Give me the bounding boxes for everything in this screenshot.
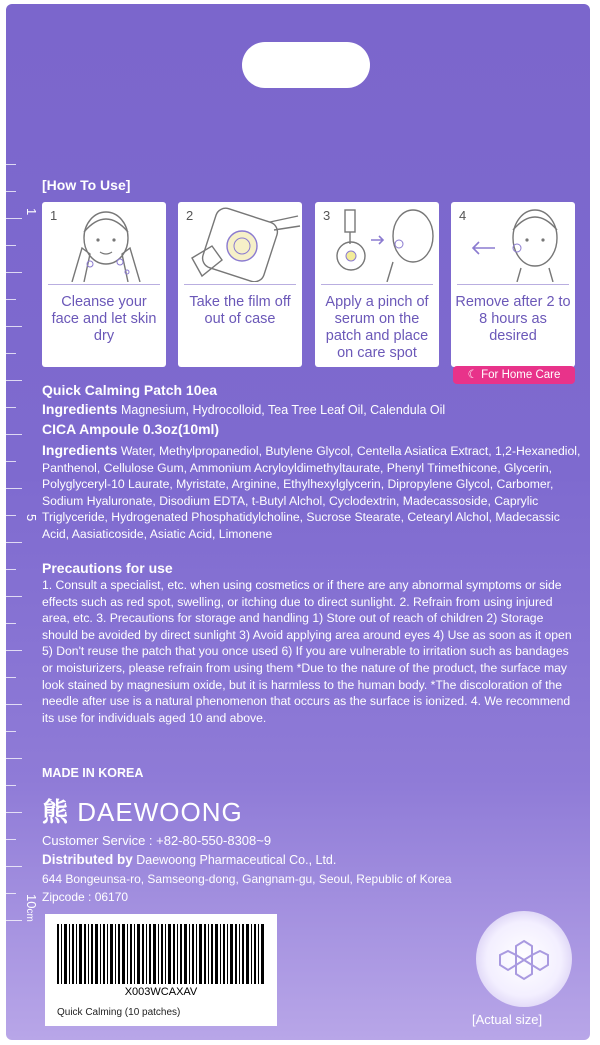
step-3 — [315, 202, 439, 367]
actual-size-label: [Actual size] — [472, 1012, 543, 1027]
step-caption: Take the film off out of case — [189, 294, 291, 327]
actual-size-patch-icon — [476, 911, 572, 1007]
apply-serum-icon — [315, 202, 439, 282]
barcode-label — [45, 914, 277, 1026]
ruler-10: 10cm — [24, 894, 39, 922]
address: 644 Bongeunsa-ro, Samseong-dong, Gangnam-gu, Seoul, Republic of Korea — [42, 872, 452, 886]
step-number: 2 — [186, 208, 194, 223]
step-caption: Remove after 2 to 8 hours as desired — [455, 294, 571, 344]
step-number: 3 — [323, 208, 331, 223]
step-caption: Cleanse your face and let skin dry — [51, 294, 157, 344]
ruler-5: 5 — [24, 514, 39, 522]
peel-film-icon — [178, 202, 302, 282]
step-1 — [42, 202, 166, 367]
how-to-use-title: [How To Use] — [42, 177, 131, 193]
ampoule-title: CICA Ampoule 0.3oz(10ml) — [42, 421, 220, 437]
distributor: Distributed by Daewoong Pharmaceutical Co., Ltd. — [42, 852, 337, 867]
customer-service: Customer Service : +82-80-550-8308~9 — [42, 833, 272, 848]
daewoong-logo: 熊 DAEWOONG — [42, 797, 243, 827]
barcode-bars — [57, 924, 265, 984]
package-back — [6, 4, 590, 1040]
barcode-product-name: Quick Calming (10 patches) — [57, 1007, 181, 1018]
step-caption: Apply a pinch of serum on the patch and place on care spot — [325, 294, 429, 361]
precautions-title: Precautions for use — [42, 560, 173, 576]
face-wash-icon — [42, 202, 166, 282]
barcode-number: X003WCAXAV — [124, 986, 198, 998]
made-in-korea: MADE IN KOREA — [42, 766, 144, 780]
home-care-badge: ☾ For Home Care — [453, 366, 575, 384]
zipcode: Zipcode : 06170 — [42, 890, 129, 904]
ruler — [6, 164, 39, 924]
patch-title: Quick Calming Patch 10ea — [42, 382, 218, 398]
steps — [42, 202, 575, 367]
step-4 — [451, 202, 575, 367]
patch-ingredients: Ingredients Magnesium, Hydrocolloid, Tea Tree Leaf Oil, Calendula Oil — [42, 401, 446, 417]
step-2 — [178, 202, 302, 367]
step-number: 4 — [459, 208, 467, 223]
ampoule-ingredients: Ingredients Water, Methylpropanediol, Butylene Glycol, Centella Asiatica Extract, 1,2-Hexanediol, Panthenol, Cellulose Gum, Ammonium Acryloyldimethyltaurate, Phenyl Trimethicone, Glycerin, Polyglyceryl-10 Laurate, Myristate, Arginine, Ethylhexylglycerin, Dipropylene Glycol, Carbomer, Sodium Hyaluronate, Disodium EDTA, t-Butyl Alchol, Cyclodextrin, Madecassoside, Caprylic Triglyceride, Hydrogenated Phosphatidylcholine, Sucrose Stearate, Cetearyl Alchol, Madecassic Acid, Aasiaticoside, Asiatic Acid, Limonene — [42, 442, 581, 541]
remove-patch-icon — [451, 202, 575, 282]
step-number: 1 — [50, 208, 58, 223]
precautions-text: 1. Consult a specialist, etc. when using cosmetics or if there are any abnormal symptoms or side effects such as red spot, swelling, or itching due to direct sunlight. 2. Refrain from using injured area, etc. 3. Precautions for storage and handling 1) Store out of reach of children 2) Storage should be avoided by direct sunlight 3) Avoid applying area around eyes 4) Use as soon as it open 5) Don't reuse the patch that you once used 6) If you are vulnerable to irritation such as bandages or moisturizers, please refrain from using them *Due to the nature of the product, the surface may look stained by magnesium oxide, but it is harmless to the human body. *The discoloration of the needle after use is a natural phenomenon that occurs as the surface is ionized. 4. We recommend its use for individuals aged 10 and above. — [42, 578, 572, 725]
ruler-1: 1 — [24, 208, 39, 216]
hang-hole — [242, 42, 370, 88]
